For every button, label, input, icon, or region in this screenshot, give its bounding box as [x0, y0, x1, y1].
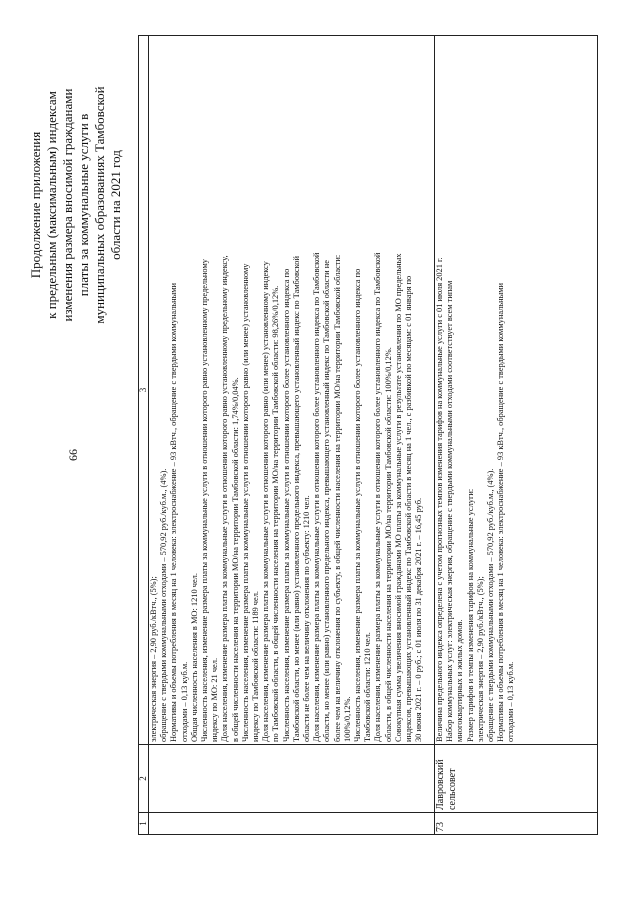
- text-line: по Тамбовской области, в общей численности населения на территории МО/на территории Тамбовской области: 98,26%/0,12%.: [271, 285, 281, 742]
- text-line: Величина предельного индекса определена с учетом прогнозных темпов изменения тарифов на коммунальные услуги с 01 июля 2021 г.: [435, 257, 444, 742]
- row-number-cell: [149, 813, 435, 835]
- appendix-heading-line: Продолжение приложения: [28, 131, 43, 279]
- text-line: Совокупная сумма увеличения вносимой гражданами МО платы за коммунальные услуги в результате установления по МО предельных: [393, 253, 403, 742]
- text-line: Набор коммунальных услуг: электрическая энергия, обращение с твердыми коммунальными отходами соответствует всем типам: [445, 280, 455, 742]
- municipality-cell: [149, 745, 435, 813]
- appendix-heading-line: к предельным (максимальным) индексам: [44, 91, 59, 319]
- appendix-heading-line: муниципальных образованиях Тамбовской: [92, 86, 107, 324]
- text-line: 30 июня 2021 г. – 0 руб.; с 01 июля по 31 декабря 2021 г. – 16,45 руб.: [414, 497, 424, 742]
- column-number-3: 3: [139, 36, 149, 745]
- text-line: Размер тарифов и темпы изменения тарифов на коммунальные услуги:: [465, 488, 475, 742]
- text-line: Тамбовской области: 1210 чел.: [363, 632, 373, 742]
- appendix-heading-line: изменения размера вносимой гражданами: [60, 88, 75, 322]
- table-header-row: [139, 36, 149, 835]
- row-number-cell: 73: [435, 813, 598, 835]
- text-line: в общей численности населения на территории МО/на территории Тамбовской области: 1,74%/0,04%.: [230, 377, 240, 742]
- text-line: Численность населения, изменение размера платы за коммунальные услуги в отношении которого равно установленному предельному: [200, 259, 210, 742]
- municipality-name-line: сельсовет: [447, 768, 458, 810]
- table-row-continued: [149, 36, 435, 835]
- column-number-2: 2: [139, 745, 149, 813]
- text-line: Численность населения, изменение размера платы за коммунальные услуги в отношении которого более установленного индекса по: [353, 268, 363, 742]
- text-line: Тамбовской области, но менее (или равно) установленного предельного индекса, превышающего установленный индекс по Тамбовской: [291, 256, 301, 742]
- text-line: электрическая энергия – 2,90 руб./кВтч., (5%);: [149, 576, 158, 742]
- text-line: обращение с твердыми коммунальными отходами – 570,92 руб./куб.м., (4%).: [486, 468, 496, 742]
- description-cell: [149, 36, 435, 745]
- municipality-name-line: Лавровский: [435, 759, 446, 810]
- table-row-73: [435, 36, 598, 835]
- municipality-cell: [435, 745, 598, 813]
- text-line: Доля населения, изменение размера платы за коммунальные услуги в отношении которого равно (или менее) установленному индексу: [261, 261, 271, 742]
- text-line: Численность населения, изменение размера платы за коммунальные услуги в отношении которого равно (или менее) установленному: [240, 263, 250, 742]
- text-line: Доля населения, изменение размера платы за коммунальные услуги в отношении которого более установленного индекса по Тамбовской: [312, 252, 322, 742]
- description-cell: [435, 36, 598, 745]
- text-line: более чем на величину отклонения по субъекту, в общей численности населения на территории МО/на территории Тамбовской области:: [332, 254, 342, 742]
- text-line: индексу по Тамбовской области: 1189 чел.: [251, 590, 261, 742]
- index-table: [138, 35, 598, 835]
- text-line: области, но менее (или равно) установленного предельного индекса, превышающего установленный индекс по Тамбовской области не: [322, 260, 332, 742]
- text-line: области не более чем на величину отклонения по субъекту: 1210 чел.: [302, 495, 312, 742]
- text-line: Нормативы и объемы потребления в месяц на 1 человека: электроснабжение – 93 кВтч., обращение с твердыми коммунальными: [169, 282, 179, 742]
- text-line: индексов, превышающих установленный индекс по Тамбовской области в месяц на 1 чел., с разбивкой по месяцам: с 01 января по: [404, 275, 414, 742]
- appendix-heading-line: платы за коммунальные услуги в: [76, 113, 91, 297]
- text-line: Доля населения, изменение размера платы за коммунальные услуги в отношении которого более установленного индекса по Тамбовской: [373, 252, 383, 742]
- appendix-heading: [28, 25, 124, 385]
- column-number-1: 1: [139, 813, 149, 835]
- text-line: электрическая энергия – 2,90 руб./кВтч., (5%);: [475, 576, 485, 742]
- text-line: области, в общей численности населения на территории МО/на территории Тамбовской области: 100%/0,12%.: [383, 347, 393, 742]
- appendix-heading-line: области на 2021 год: [108, 150, 123, 260]
- text-line: индексу по МО: 21 чел.: [210, 657, 220, 742]
- text-line: многоквартирных и жилых домов.: [455, 619, 465, 742]
- text-line: Нормативы и объемы потребления в месяц на 1 человека: электроснабжение – 93 кВтч., обращение с твердыми коммунальными: [496, 282, 506, 742]
- text-line: Численность населения, изменение размера платы за коммунальные услуги в отношении которого более установленного индекса по: [281, 268, 291, 742]
- text-line: отходами – 0,13 куб.м.: [506, 661, 516, 742]
- text-line: 100%/0,12%.: [342, 696, 352, 742]
- text-line: Доля населения, изменение размера платы за коммунальные услуги в отношении которого равно установленному предельному индексу,: [220, 255, 230, 742]
- page-number: 66: [66, 449, 80, 461]
- text-line: Общая численность населения в МО: 1210 чел.: [189, 573, 199, 742]
- text-line: отходами – 0,13 куб.м.: [179, 661, 189, 742]
- text-line: обращение с твердыми коммунальными отходами – 570,92 руб./куб.м., (4%).: [159, 468, 169, 742]
